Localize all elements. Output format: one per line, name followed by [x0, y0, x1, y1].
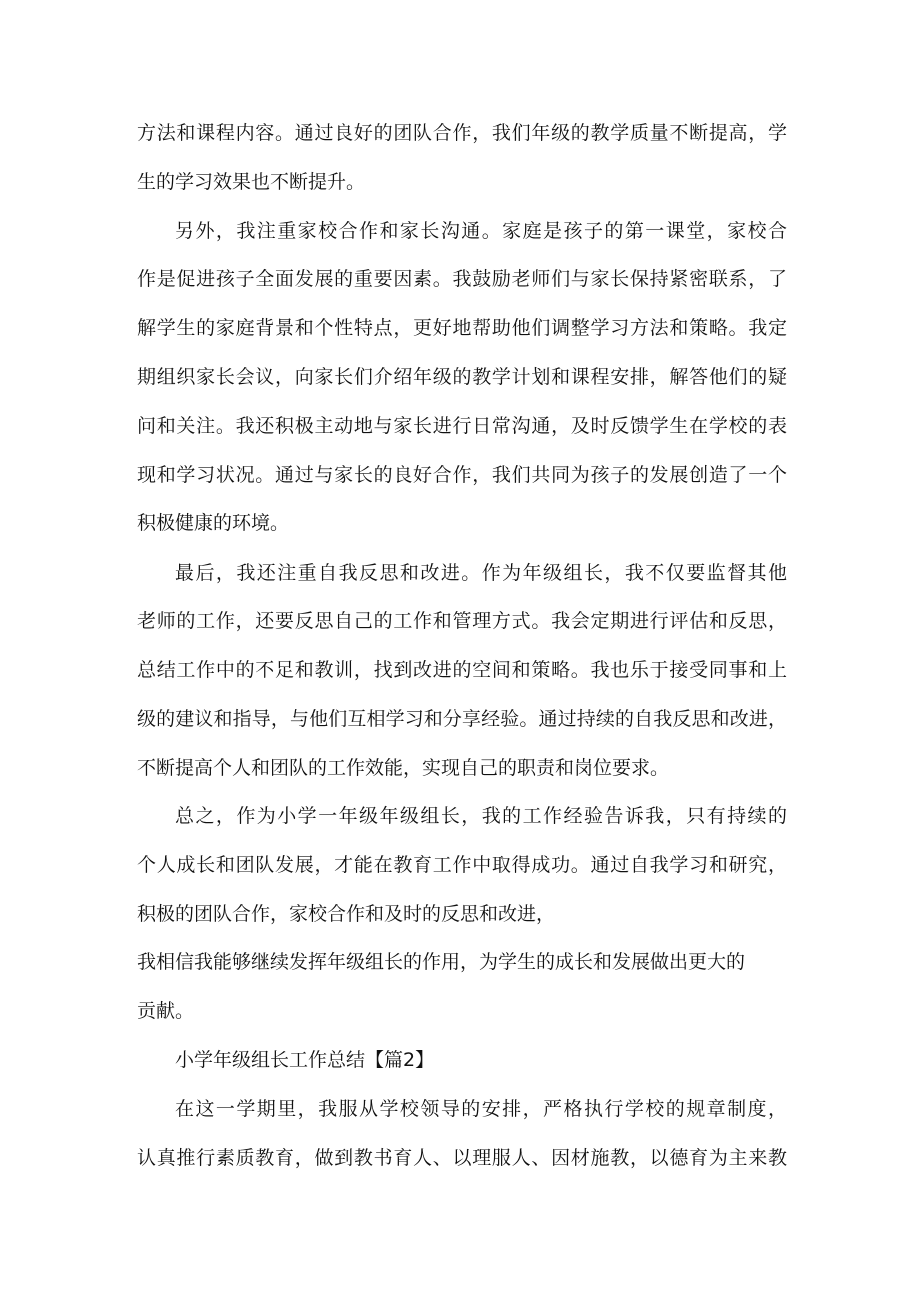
text-line: 问和关注。我还积极主动地与家长进行日常沟通，及时反馈学生在学校的表 [137, 415, 787, 437]
text-line: 贡献。 [137, 1000, 195, 1022]
text-line: 总结工作中的不足和教训，找到改进的空间和策略。我也乐于接受同事和上 [137, 659, 787, 681]
text-line: 积极的团队合作，家校合作和及时的反思和改进， [137, 903, 556, 925]
text-line: 个人成长和团队发展，才能在教育工作中取得成功。通过自我学习和研究， [137, 854, 787, 876]
paragraph-start-line: 最后，我还注重自我反思和改进。作为年级组长，我不仅要监督其他 [175, 562, 787, 584]
text-line: 方法和课程内容。通过良好的团队合作，我们年级的教学质量不断提高，学 [137, 122, 787, 144]
text-line: 作是促进孩子全面发展的重要因素。我鼓励老师们与家长保持紧密联系，了 [137, 268, 787, 290]
text-line: 不断提高个人和团队的工作效能，实现自己的职责和岗位要求。 [137, 757, 670, 779]
text-line: 积极健康的环境。 [137, 512, 290, 534]
text-line: 现和学习状况。通过与家长的良好合作，我们共同为孩子的发展创造了一个 [137, 464, 787, 486]
paragraph-start-line: 总之，作为小学一年级年级组长，我的工作经验告诉我，只有持续的 [175, 805, 787, 827]
text-line: 期组织家长会议，向家长们介绍年级的教学计划和课程安排，解答他们的疑 [137, 366, 787, 388]
text-line: 老师的工作，还要反思自己的工作和管理方式。我会定期进行评估和反思， [137, 610, 787, 632]
paragraph-start-line: 在这一学期里，我服从学校领导的安排，严格执行学校的规章制度， [175, 1098, 787, 1120]
section-heading: 小学年级组长工作总结【篇2】 [175, 1049, 435, 1071]
text-line: 认真推行素质教育，做到教书育人、以理服人、因材施教，以德育为主来教 [137, 1147, 787, 1169]
text-line: 生的学习效果也不断提升。 [137, 171, 366, 193]
text-line: 级的建议和指导，与他们互相学习和分享经验。通过持续的自我反思和改进， [137, 708, 787, 730]
paragraph-start-line: 另外，我注重家校合作和家长沟通。家庭是孩子的第一课堂，家校合 [175, 220, 787, 242]
text-line: 我相信我能够继续发挥年级组长的作用，为学生的成长和发展做出更大的 [137, 951, 746, 973]
text-line: 解学生的家庭背景和个性特点，更好地帮助他们调整学习方法和策略。我定 [137, 317, 787, 339]
